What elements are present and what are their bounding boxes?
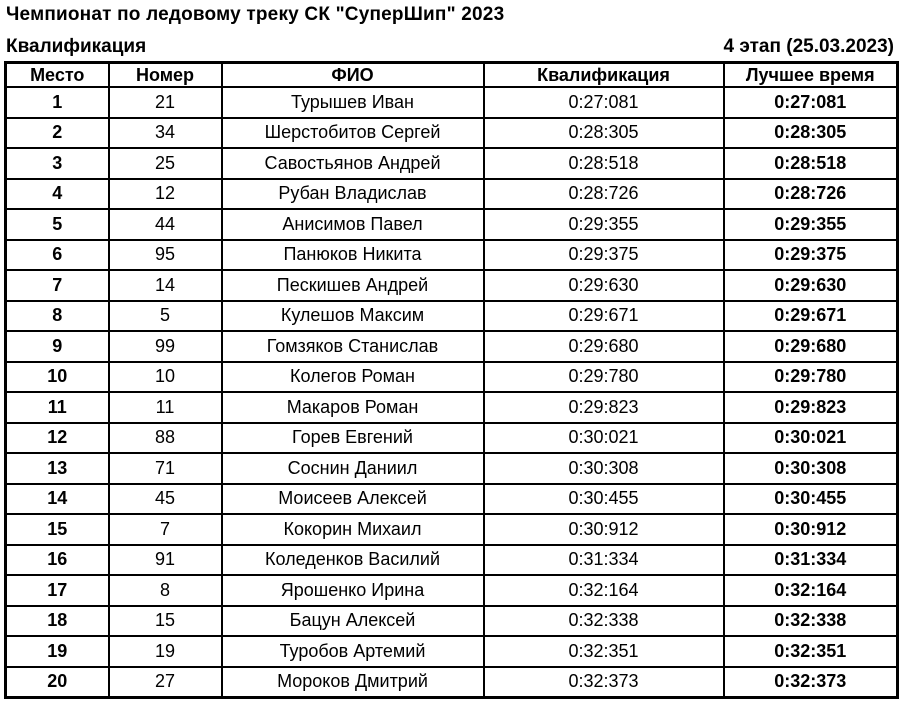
- place-cell: 1: [6, 87, 109, 118]
- table-row: [6, 545, 898, 576]
- qualification-cell: 0:29:355: [484, 209, 724, 240]
- best-time-cell: 0:29:680: [724, 331, 898, 362]
- qualification-cell: 0:29:671: [484, 301, 724, 332]
- best-time-cell: 0:31:334: [724, 545, 898, 576]
- best-time-cell: 0:30:912: [724, 514, 898, 545]
- table-row: [6, 392, 898, 423]
- stage-date-label: 4 этап (25.03.2023): [723, 36, 894, 57]
- table-row: [6, 270, 898, 301]
- qualification-cell: 0:30:912: [484, 514, 724, 545]
- best-time-cell: 0:28:518: [724, 148, 898, 179]
- table-row: [6, 636, 898, 667]
- name-cell: Соснин Даниил: [222, 453, 484, 484]
- name-cell: Кокорин Михаил: [222, 514, 484, 545]
- table-row: [6, 118, 898, 149]
- column-header-name: ФИО: [222, 63, 484, 88]
- number-cell: 5: [109, 301, 222, 332]
- best-time-cell: 0:30:021: [724, 423, 898, 454]
- place-cell: 7: [6, 270, 109, 301]
- results-table: [4, 61, 899, 699]
- best-time-cell: 0:32:351: [724, 636, 898, 667]
- number-cell: 25: [109, 148, 222, 179]
- number-cell: 45: [109, 484, 222, 515]
- table-row: [6, 453, 898, 484]
- number-cell: 34: [109, 118, 222, 149]
- table-row: [6, 606, 898, 637]
- place-cell: 12: [6, 423, 109, 454]
- qualification-cell: 0:28:305: [484, 118, 724, 149]
- table-row: [6, 301, 898, 332]
- qualification-cell: 0:27:081: [484, 87, 724, 118]
- table-row: [6, 423, 898, 454]
- number-cell: 12: [109, 179, 222, 210]
- name-cell: Анисимов Павел: [222, 209, 484, 240]
- name-cell: Ярошенко Ирина: [222, 575, 484, 606]
- place-cell: 15: [6, 514, 109, 545]
- best-time-cell: 0:29:355: [724, 209, 898, 240]
- number-cell: 11: [109, 392, 222, 423]
- name-cell: Кулешов Максим: [222, 301, 484, 332]
- table-row: [6, 179, 898, 210]
- table-row: [6, 514, 898, 545]
- place-cell: 3: [6, 148, 109, 179]
- name-cell: Савостьянов Андрей: [222, 148, 484, 179]
- name-cell: Гомзяков Станислав: [222, 331, 484, 362]
- name-cell: Коледенков Василий: [222, 545, 484, 576]
- number-cell: 19: [109, 636, 222, 667]
- qualification-cell: 0:29:375: [484, 240, 724, 271]
- best-time-cell: 0:28:726: [724, 179, 898, 210]
- page-title: Чемпионат по ледовому треку СК "СуперШип" 2023: [6, 4, 505, 25]
- number-cell: 10: [109, 362, 222, 393]
- qualification-cell: 0:28:726: [484, 179, 724, 210]
- number-cell: 7: [109, 514, 222, 545]
- place-cell: 6: [6, 240, 109, 271]
- name-cell: Макаров Роман: [222, 392, 484, 423]
- best-time-cell: 0:28:305: [724, 118, 898, 149]
- table-row: [6, 362, 898, 393]
- stage-name-label: Квалификация: [6, 36, 147, 57]
- best-time-cell: 0:29:630: [724, 270, 898, 301]
- qualification-cell: 0:30:455: [484, 484, 724, 515]
- table-header-row: [6, 63, 898, 88]
- number-cell: 99: [109, 331, 222, 362]
- qualification-cell: 0:32:351: [484, 636, 724, 667]
- qualification-cell: 0:30:308: [484, 453, 724, 484]
- table-row: [6, 87, 898, 118]
- column-header-qualification: Квалификация: [484, 63, 724, 88]
- place-cell: 14: [6, 484, 109, 515]
- best-time-cell: 0:27:081: [724, 87, 898, 118]
- table-row: [6, 240, 898, 271]
- qualification-cell: 0:29:780: [484, 362, 724, 393]
- place-cell: 5: [6, 209, 109, 240]
- best-time-cell: 0:32:164: [724, 575, 898, 606]
- name-cell: Мороков Дмитрий: [222, 667, 484, 698]
- best-time-cell: 0:30:455: [724, 484, 898, 515]
- place-cell: 8: [6, 301, 109, 332]
- column-header-number: Номер: [109, 63, 222, 88]
- place-cell: 19: [6, 636, 109, 667]
- table-row: [6, 667, 898, 698]
- place-cell: 18: [6, 606, 109, 637]
- qualification-cell: 0:29:823: [484, 392, 724, 423]
- table-row: [6, 331, 898, 362]
- number-cell: 44: [109, 209, 222, 240]
- name-cell: Рубан Владислав: [222, 179, 484, 210]
- place-cell: 16: [6, 545, 109, 576]
- table-row: [6, 484, 898, 515]
- number-cell: 91: [109, 545, 222, 576]
- table-row: [6, 148, 898, 179]
- place-cell: 17: [6, 575, 109, 606]
- column-header-place: Место: [6, 63, 109, 88]
- place-cell: 9: [6, 331, 109, 362]
- best-time-cell: 0:30:308: [724, 453, 898, 484]
- name-cell: Шерстобитов Сергей: [222, 118, 484, 149]
- table-row: [6, 209, 898, 240]
- number-cell: 14: [109, 270, 222, 301]
- subtitle-row: [4, 36, 896, 58]
- column-header-best-time: Лучшее время: [724, 63, 898, 88]
- place-cell: 2: [6, 118, 109, 149]
- place-cell: 11: [6, 392, 109, 423]
- place-cell: 20: [6, 667, 109, 698]
- qualification-cell: 0:32:164: [484, 575, 724, 606]
- name-cell: Колегов Роман: [222, 362, 484, 393]
- qualification-cell: 0:29:630: [484, 270, 724, 301]
- best-time-cell: 0:32:373: [724, 667, 898, 698]
- place-cell: 4: [6, 179, 109, 210]
- name-cell: Панюков Никита: [222, 240, 484, 271]
- qualification-cell: 0:30:021: [484, 423, 724, 454]
- table-row: [6, 575, 898, 606]
- qualification-cell: 0:31:334: [484, 545, 724, 576]
- number-cell: 21: [109, 87, 222, 118]
- best-time-cell: 0:29:375: [724, 240, 898, 271]
- best-time-cell: 0:29:823: [724, 392, 898, 423]
- best-time-cell: 0:29:780: [724, 362, 898, 393]
- name-cell: Горев Евгений: [222, 423, 484, 454]
- name-cell: Моисеев Алексей: [222, 484, 484, 515]
- number-cell: 27: [109, 667, 222, 698]
- qualification-cell: 0:29:680: [484, 331, 724, 362]
- number-cell: 8: [109, 575, 222, 606]
- name-cell: Бацун Алексей: [222, 606, 484, 637]
- number-cell: 15: [109, 606, 222, 637]
- best-time-cell: 0:32:338: [724, 606, 898, 637]
- name-cell: Туробов Артемий: [222, 636, 484, 667]
- number-cell: 71: [109, 453, 222, 484]
- name-cell: Пескишев Андрей: [222, 270, 484, 301]
- place-cell: 13: [6, 453, 109, 484]
- qualification-cell: 0:32:373: [484, 667, 724, 698]
- qualification-cell: 0:32:338: [484, 606, 724, 637]
- number-cell: 95: [109, 240, 222, 271]
- qualification-cell: 0:28:518: [484, 148, 724, 179]
- results-body: [6, 87, 898, 698]
- name-cell: Турышев Иван: [222, 87, 484, 118]
- number-cell: 88: [109, 423, 222, 454]
- place-cell: 10: [6, 362, 109, 393]
- best-time-cell: 0:29:671: [724, 301, 898, 332]
